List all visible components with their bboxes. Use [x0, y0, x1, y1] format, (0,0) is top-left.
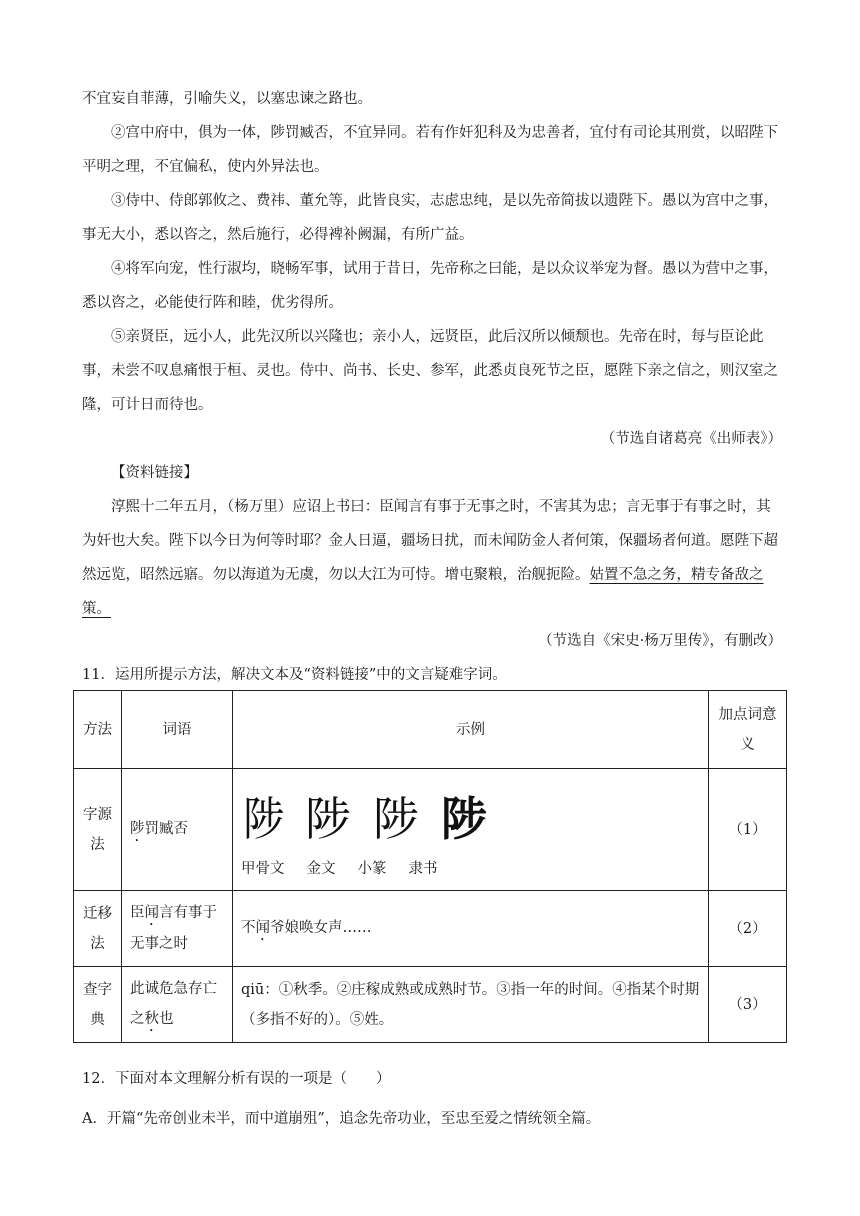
table-row	[74, 769, 787, 891]
row3-method: 查字典	[74, 967, 122, 1043]
passage-line-top: 不宜妄自菲薄，引喻失义，以塞忠谏之路也。	[82, 91, 372, 107]
link-paragraph	[82, 490, 782, 626]
passage-paragraph-5: ⑤亲贤臣，远小人，此先汉所以兴隆也；亲小人，远贤臣，此后汉所以倾颓也。先帝在时，每与臣论此事，未尝不叹息痛恨于桓、灵也。侍中、尚书、长史、参军，此悉贞良死节之臣，愿陛下亲之信之，则汉室之隆，可计日而待也。	[82, 329, 778, 413]
row2-word	[122, 891, 233, 967]
passage-source: （节选自诸葛亮《出师表》）	[600, 431, 782, 447]
oracle-bone-glyph: 陟	[243, 791, 281, 846]
vocabulary-table	[73, 690, 787, 1043]
link-text: 淳熙十二年五月，（杨万里）应诏上书曰：臣闻言有事于无事之时，不害其为忠；言无事于有事之时，其为奸也大矣。陛下以今日为何等时耶？金人日逼，疆场日扰，而未闻防金人者何策，保疆场者何道。愿陛下超然远览，昭然远寤。勿以海道为无虞，勿以大江为可恃。增屯聚粮，治舰扼险。	[82, 499, 778, 583]
header-word: 词语	[122, 691, 233, 769]
passage-paragraph-4: ④将军向宠，性行淑均，晓畅军事，试用于昔日，先帝称之曰能，是以众议举宠为督。愚以为营中之事，悉以咨之，必能使行阵和睦，优劣得所。	[82, 261, 778, 311]
passage-paragraph-2: ②宫中府中，俱为一体，陟罚臧否，不宜异同。若有作奸犯科及为忠善者，宜付有司论其刑赏，以昭陛下平明之理，不宜偏私，使内外异法也。	[82, 125, 778, 175]
row2-word-pre: 臣	[130, 905, 145, 921]
header-meaning: 加点词意义	[709, 691, 787, 769]
row2-example-dotted: 闻	[255, 920, 270, 936]
question-12-option-a: A．开篇“先帝创业未半，而中道崩殂”，追念先帝功业，至忠至爱之情统领全篇。	[82, 1111, 601, 1127]
label-bronze: 金文	[306, 860, 336, 877]
row1-word-dotted: 陟	[130, 821, 145, 837]
question-11-stem: 11．运用所提示方法，解决文本及“资料链接”中的文言疑难字词。	[82, 667, 507, 683]
row1-method: 字源法	[74, 769, 122, 891]
row2-example-pre: 不	[241, 920, 256, 936]
label-clerical: 隶书	[408, 860, 438, 877]
table-row	[74, 967, 787, 1043]
small-seal-glyph: 陟	[373, 791, 419, 846]
row2-word-rest: 言有事于无事之时	[130, 905, 217, 952]
link-underlined-text: 姑置不急之务，精专备敌之策。	[82, 567, 764, 617]
row1-word	[122, 769, 233, 891]
question-12-stem: 12．下面对本文理解分析有误的一项是（ ）	[82, 1071, 391, 1087]
script-labels	[241, 854, 700, 884]
row2-method: 迁移法	[74, 891, 122, 967]
row2-meaning: （2）	[709, 891, 787, 967]
row3-word-pre: 此诚危急存亡之	[130, 981, 217, 1027]
link-source: （节选自《宋史·杨万里传》，有删改）	[538, 633, 782, 649]
row1-meaning: （1）	[709, 769, 787, 891]
header-method: 方法	[74, 691, 122, 769]
label-small-seal: 小篆	[357, 860, 387, 877]
label-oracle-bone: 甲骨文	[241, 860, 285, 877]
table-row	[74, 891, 787, 967]
link-heading: 【资料链接】	[111, 465, 198, 481]
row3-word-dotted: 秋	[144, 1011, 159, 1027]
row1-example	[233, 769, 709, 891]
table-header-row	[74, 691, 787, 769]
row1-word-rest: 罚臧否	[144, 821, 188, 837]
row3-word	[122, 967, 233, 1043]
row2-example-rest: 爷娘唤女声……	[270, 920, 372, 936]
row2-word-dotted: 闻	[144, 905, 159, 921]
clerical-glyph: 陟	[441, 791, 487, 846]
script-glyphs	[241, 776, 700, 844]
row3-word-rest: 也	[159, 1011, 174, 1027]
row3-meaning: （3）	[709, 967, 787, 1043]
passage-paragraph-3: ③侍中、侍郎郭攸之、费祎、董允等，此皆良实，志虑忠纯，是以先帝简拔以遗陛下。愚以为宫中之事，事无大小，悉以咨之，然后施行，必得裨补阙漏，有所广益。	[82, 193, 778, 243]
header-example: 示例	[233, 691, 709, 769]
row2-example	[233, 891, 709, 967]
bronze-glyph: 陟	[305, 791, 351, 846]
row3-example: qiū：①秋季。②庄稼成熟或成熟时节。③指一年的时间。④指某个时期（多指不好的）。⑤姓。	[233, 967, 709, 1043]
